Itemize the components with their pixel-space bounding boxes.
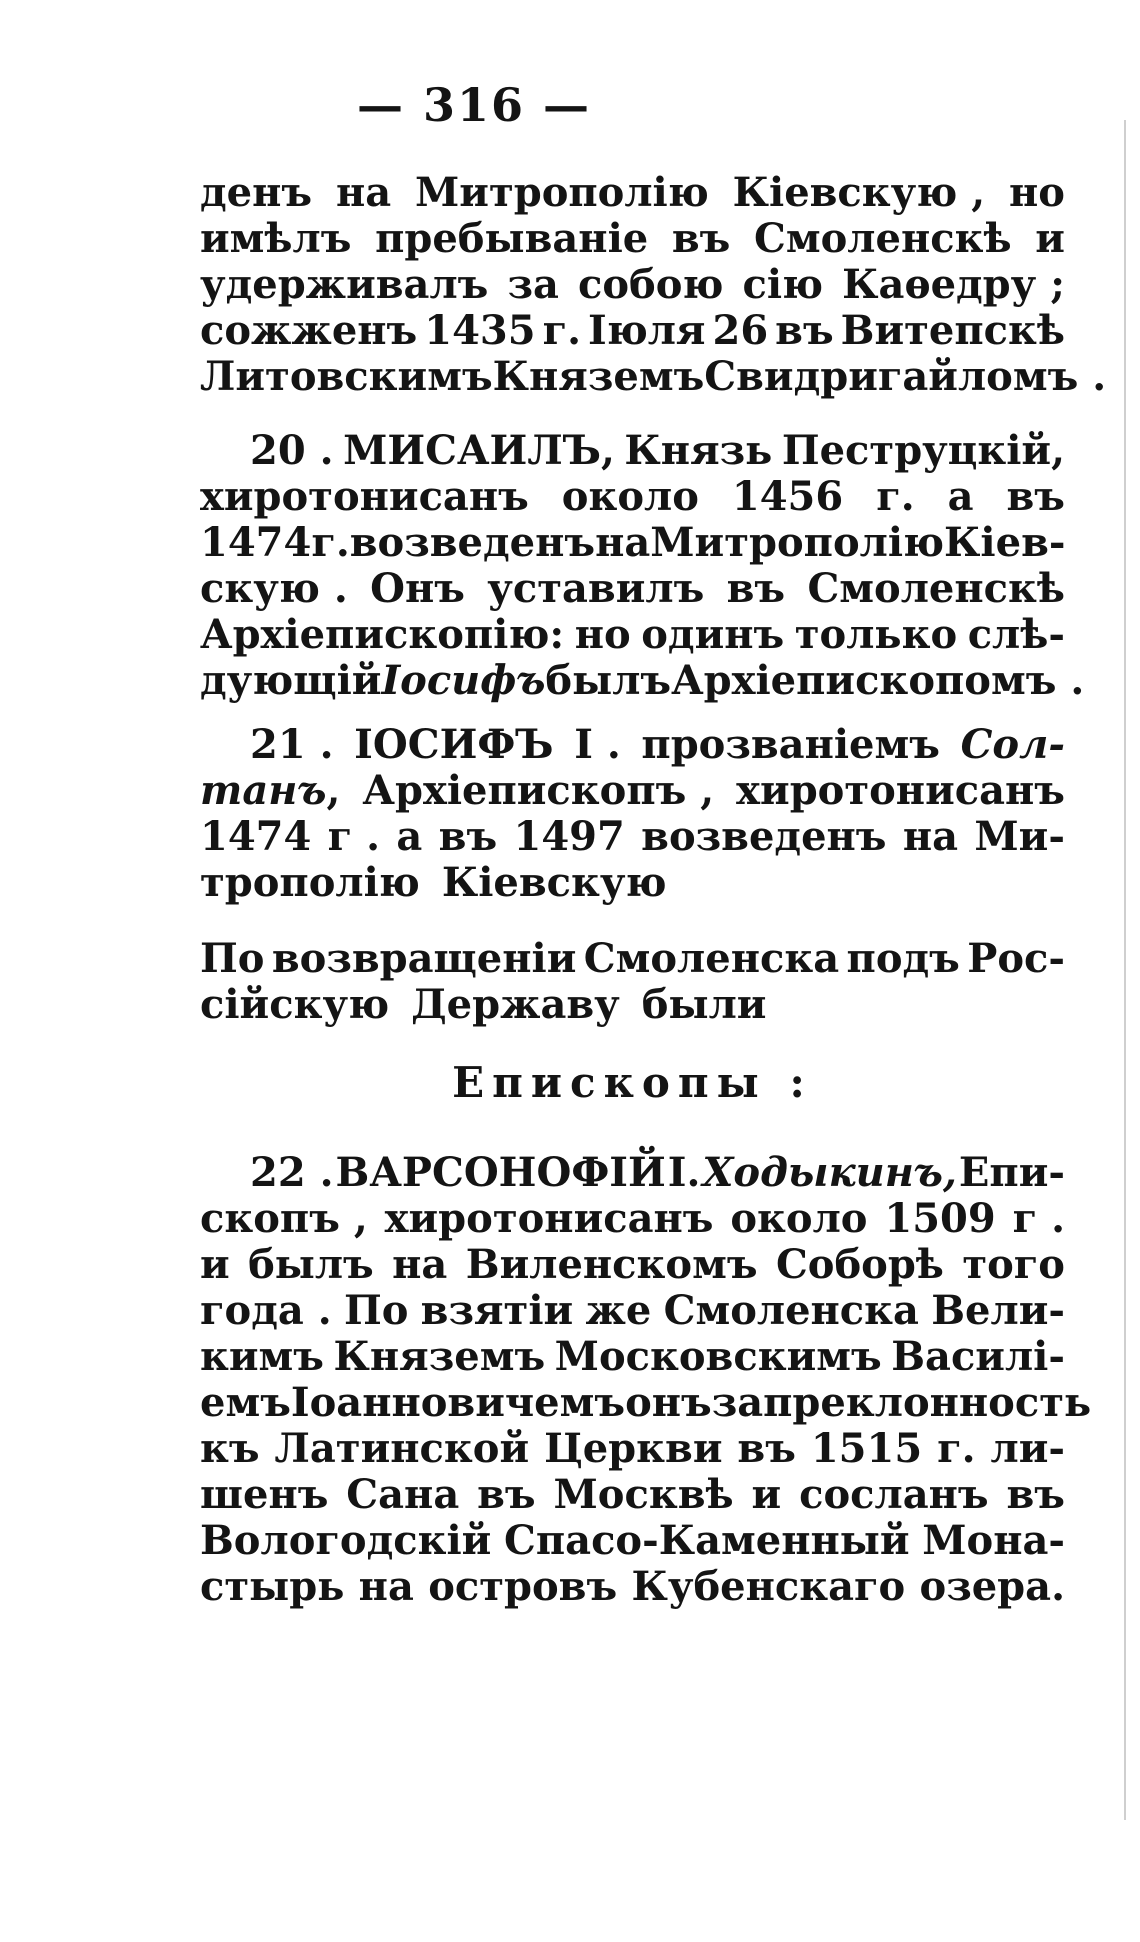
word: а <box>396 813 423 860</box>
entry-number: 22 <box>250 1149 306 1196</box>
word: въ <box>438 813 498 860</box>
word: Латинской <box>274 1425 530 1472</box>
word: скую <box>200 565 320 612</box>
word: слѣ- <box>967 611 1065 658</box>
text-line <box>200 1472 1065 1518</box>
day: 26 <box>712 307 769 354</box>
word: кимъ <box>200 1333 324 1380</box>
word: въ <box>737 1425 796 1472</box>
word-group <box>200 1288 332 1334</box>
year: 1515 <box>810 1425 923 1472</box>
punctuation: , <box>700 767 715 814</box>
word: скопъ <box>200 1195 340 1242</box>
punctuation: . <box>319 427 334 474</box>
word: Литовскимъ <box>200 353 493 400</box>
word: Смоленска <box>663 1287 919 1334</box>
punctuation: . <box>1051 1195 1065 1242</box>
word: а <box>947 473 974 520</box>
paragraph <box>200 169 1107 400</box>
word: за <box>711 1379 764 1426</box>
word: въ <box>477 1471 536 1518</box>
word: уставилъ <box>487 565 705 612</box>
word: I. <box>667 1149 701 1196</box>
word: на <box>392 1241 448 1288</box>
word-group <box>200 768 340 814</box>
text-line <box>200 860 1065 906</box>
word: хиротонисанъ <box>736 767 1065 814</box>
word: возвращеніи <box>271 935 577 982</box>
word: въ <box>775 307 834 354</box>
word: удерживалъ <box>200 261 489 308</box>
word: Архіепископомъ <box>671 657 1057 704</box>
word: же <box>585 1287 652 1334</box>
text-line <box>200 936 1065 982</box>
text-line <box>200 262 1065 308</box>
year: 1435 <box>424 307 536 354</box>
word: но <box>1009 169 1065 216</box>
word: Московскимъ <box>554 1333 882 1380</box>
word: Церкви <box>544 1425 723 1472</box>
word: хиротонисанъ <box>384 1195 714 1242</box>
year: 1509 <box>884 1195 996 1242</box>
page-edge-line <box>1124 120 1126 1820</box>
word: ли- <box>990 1425 1065 1472</box>
word: Іоанновичемъ <box>290 1379 626 1426</box>
word: Митрополію <box>650 519 945 566</box>
word-group <box>733 170 986 216</box>
entry-name: МИСАИЛЪ, <box>343 427 615 474</box>
page-number: — 316 — <box>356 78 592 132</box>
word: Смоленскѣ <box>807 565 1065 612</box>
word-group <box>250 428 334 474</box>
word: Митрополію <box>415 169 709 216</box>
text-line <box>200 612 1065 658</box>
section-heading: Епископы : <box>452 1058 813 1107</box>
word: Кіевскую <box>441 859 667 906</box>
word-group <box>671 658 1084 704</box>
word: въ <box>1006 1471 1065 1518</box>
word: возведенъ <box>349 519 596 566</box>
year: 1474 <box>200 813 312 860</box>
word: Вологодскій <box>200 1517 492 1564</box>
punctuation: , <box>971 169 986 216</box>
word: Виленскомъ <box>465 1241 758 1288</box>
word: трополію <box>200 859 420 906</box>
word: около <box>730 1195 868 1242</box>
word: одинъ <box>641 611 785 658</box>
text-line <box>200 428 1065 474</box>
word: Смоленска <box>583 935 840 982</box>
text-line <box>200 657 1085 704</box>
text-line <box>200 982 1065 1028</box>
word-group <box>200 566 348 612</box>
word: Москвѣ <box>553 1471 734 1518</box>
text-line <box>200 566 1065 612</box>
text-line <box>200 520 1065 566</box>
word: Кіевскую <box>732 169 958 216</box>
text-line <box>200 722 1065 768</box>
word: но <box>574 611 631 658</box>
text-line <box>200 1196 1065 1242</box>
word: Рос- <box>967 935 1065 982</box>
punctuation: . <box>1051 1563 1065 1610</box>
text-line <box>200 308 1065 354</box>
word: Василі- <box>891 1333 1065 1380</box>
punctuation: . <box>333 565 348 612</box>
word-group <box>704 354 1106 400</box>
word: Архіепископію: <box>200 611 565 658</box>
word: онъ <box>625 1379 712 1426</box>
punctuation: . <box>319 721 334 768</box>
word: г. <box>937 1425 976 1472</box>
word: того <box>962 1241 1065 1288</box>
text-line <box>200 768 1065 814</box>
word-group <box>842 262 1065 308</box>
punctuation: . <box>1092 353 1107 400</box>
word: подъ <box>846 935 960 982</box>
text-line <box>200 1334 1065 1380</box>
word: Кубенскаго <box>631 1563 906 1610</box>
text-line <box>200 1564 1065 1610</box>
word: г. <box>542 307 581 354</box>
word: емъ <box>200 1379 291 1426</box>
word-group <box>920 1564 1065 1610</box>
word: Сана <box>346 1471 460 1518</box>
entry-name: ІОСИФЪ <box>354 721 554 768</box>
word: въ <box>726 565 786 612</box>
word: Кіев- <box>944 519 1066 566</box>
year: 1456 <box>731 473 844 520</box>
word: въ <box>1006 473 1065 520</box>
entry-name: ВАРСОНОФІЙ <box>335 1149 666 1196</box>
word: г. <box>876 473 915 520</box>
word: г. <box>311 519 350 566</box>
word-group <box>250 1150 334 1196</box>
punctuation: . <box>317 1287 332 1334</box>
word: Ми- <box>974 813 1065 860</box>
word: пребываніе <box>375 215 649 262</box>
word: и <box>200 1241 230 1288</box>
word: Вели- <box>931 1287 1065 1334</box>
entry-number: 20 <box>250 427 306 474</box>
word: По <box>343 1287 409 1334</box>
word: на <box>902 813 959 860</box>
punctuation: ; <box>1050 261 1065 308</box>
word: около <box>561 473 699 520</box>
word: По <box>200 935 265 982</box>
body-text <box>200 169 1107 1610</box>
word: Пеструцкій, <box>781 427 1065 474</box>
word: Соборѣ <box>775 1241 944 1288</box>
word: за <box>507 261 559 308</box>
italic-name: Ходыкинъ, <box>702 1149 957 1196</box>
word: сожженъ <box>200 307 418 354</box>
word: Князь <box>624 427 773 474</box>
word-group <box>574 722 621 768</box>
text-line <box>200 353 1107 400</box>
word: на <box>358 1563 414 1610</box>
word: Свидригайломъ <box>704 353 1079 400</box>
word: Мона- <box>922 1517 1065 1564</box>
word: на <box>335 169 392 216</box>
text-line <box>200 1426 1065 1472</box>
word-group <box>250 722 334 768</box>
paragraph <box>200 1149 1092 1610</box>
word: сію <box>742 261 824 308</box>
word: Княземъ <box>492 353 705 400</box>
word: озера <box>919 1563 1052 1610</box>
text-line <box>200 1379 1092 1426</box>
word: къ <box>200 1425 260 1472</box>
punctuation: . <box>366 813 381 860</box>
text-line <box>200 814 1065 860</box>
word: Державу <box>411 981 620 1028</box>
word: прозваніемъ <box>641 721 940 768</box>
word: года <box>200 1287 304 1334</box>
word: хиротонисанъ <box>200 473 529 520</box>
word: и <box>751 1471 782 1518</box>
year: 1497 <box>513 813 625 860</box>
word: г <box>327 813 353 860</box>
entry-number: 21 <box>250 721 306 768</box>
word: островъ <box>428 1563 618 1610</box>
paragraph <box>200 936 1065 1028</box>
paragraph <box>200 722 1065 906</box>
word: на <box>595 519 651 566</box>
text-line <box>200 1518 1065 1564</box>
text-line <box>200 170 1065 216</box>
word: Спасо-Каменный <box>504 1517 910 1564</box>
text-line <box>200 1242 1065 1288</box>
word: дующій <box>200 657 382 704</box>
word: сійскую <box>200 981 390 1028</box>
word-group <box>200 1196 368 1242</box>
word: возведенъ <box>641 813 887 860</box>
word: только <box>794 611 958 658</box>
word: въ <box>671 215 731 262</box>
word: Іюля <box>588 307 706 354</box>
text-line <box>200 474 1065 520</box>
word: Княземъ <box>333 1333 546 1380</box>
text-line <box>200 1150 1065 1196</box>
year: 1474 <box>200 519 312 566</box>
word: Епи- <box>958 1149 1065 1196</box>
italic-name: танъ <box>200 767 327 814</box>
punctuation: . <box>1070 657 1085 704</box>
word: шенъ <box>200 1471 329 1518</box>
word-group <box>1013 1196 1065 1242</box>
word: стырь <box>200 1563 345 1610</box>
word: были <box>641 981 767 1028</box>
word: Онъ <box>370 565 465 612</box>
punctuation: , <box>353 1195 368 1242</box>
italic-name: Сол- <box>960 721 1065 768</box>
word: Смоленскѣ <box>754 215 1012 262</box>
word: Каѳедру <box>842 261 1037 308</box>
word: денъ <box>200 169 313 216</box>
word: I <box>574 721 593 768</box>
word: Витепскѣ <box>840 307 1065 354</box>
word: преклонность <box>763 1379 1092 1426</box>
word: сосланъ <box>799 1471 989 1518</box>
paragraph <box>200 427 1085 704</box>
word-group <box>362 768 714 814</box>
word: имѣлъ <box>200 215 352 262</box>
word: собою <box>577 261 724 308</box>
italic-name: Іосифъ <box>381 657 546 704</box>
text-line <box>200 216 1065 262</box>
word: г <box>1012 1195 1038 1242</box>
word: и <box>1035 215 1065 262</box>
punctuation: . <box>606 721 621 768</box>
word: Архіепископъ <box>362 767 687 814</box>
punctuation: . <box>319 1149 334 1196</box>
word: взятіи <box>420 1287 574 1334</box>
word-group <box>328 814 380 860</box>
text-line <box>200 1288 1065 1334</box>
punctuation: , <box>326 767 341 814</box>
word: былъ <box>248 1241 374 1288</box>
word: былъ <box>545 657 672 704</box>
